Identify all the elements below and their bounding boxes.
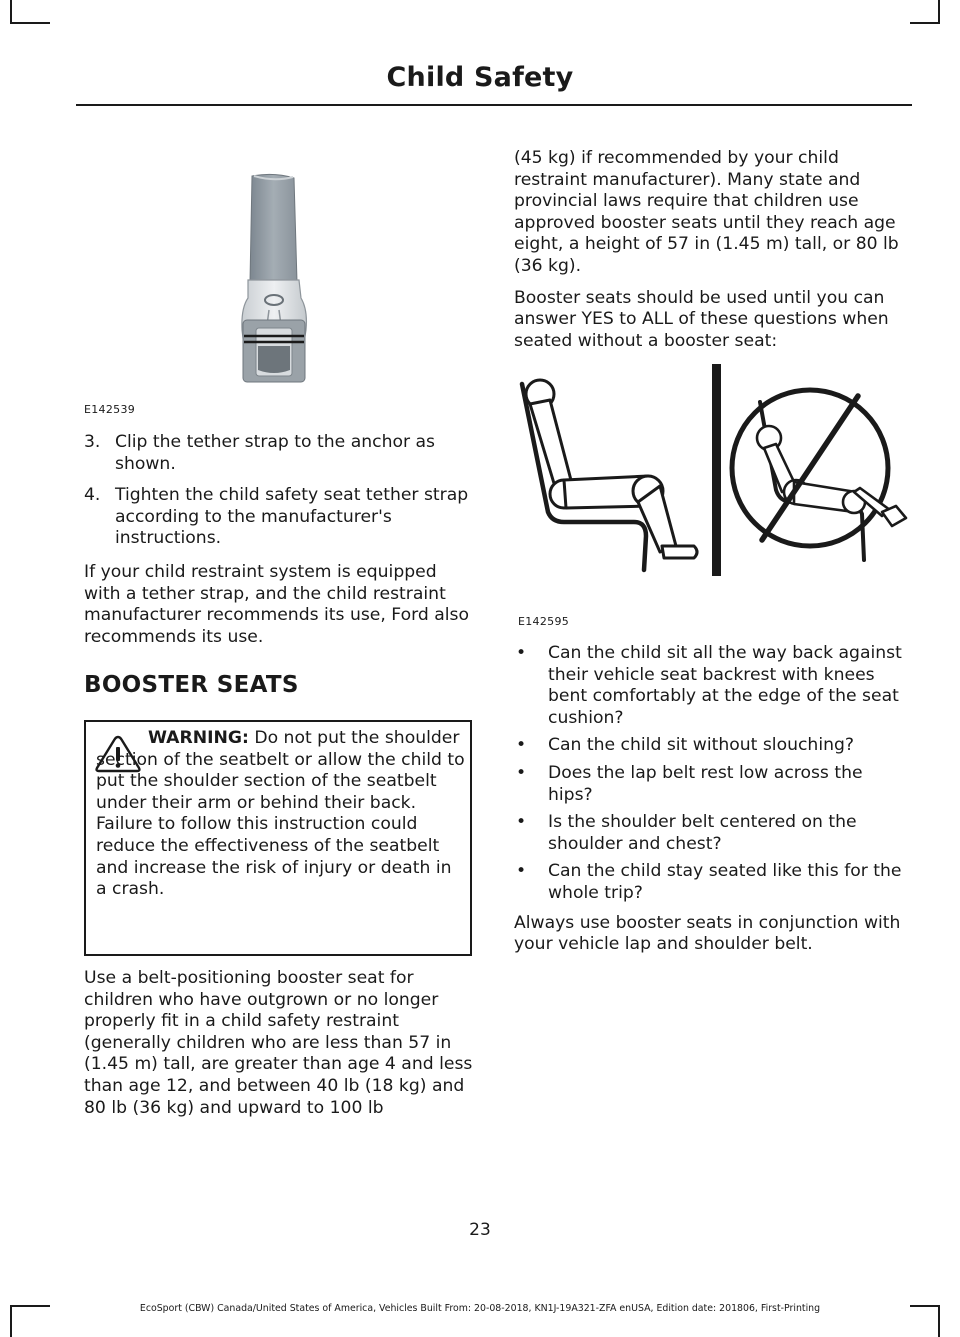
list-item-text: Does the lap belt rest low across the hips? (548, 762, 863, 805)
warning-text (96, 728, 466, 901)
step-text: Tighten the child safety seat tether strap according to the manufacturer's instructions. (115, 485, 469, 549)
seating-posture-illustration (514, 364, 914, 594)
step-4 (84, 485, 476, 550)
always-paragraph: Always use booster seats in conjunction with your vehicle lap and shoulder belt. (514, 912, 901, 955)
warning-body: Do not put the shoulder section of the seatbelt or allow the child to put the shoulder section of the seatbelt under their arm or behind their back. Failure to follow this instruction could reduce the effectiveness of the seatbelt and increase the risk of injury or death in a crash. (96, 728, 465, 900)
crop-mark (938, 0, 940, 24)
list-item-text: Can the child sit all the way back against their vehicle seat backrest with knees bent comfortably at the edge of the seat cushion? (548, 643, 902, 728)
buckle-figure (84, 170, 474, 420)
page-number: 23 (469, 1220, 491, 1240)
figure-code: E142539 (84, 403, 136, 416)
page-footer: EcoSport (CBW) Canada/United States of America, Vehicles Built From: 20-08-2018, KN1J-19A321-ZFA enUSA, Edition date: 201806, First-Printing (139, 1303, 821, 1314)
bullet-icon: • (516, 812, 527, 833)
list-item-text: Is the shoulder belt centered on the shoulder and chest? (548, 812, 857, 854)
posture-figure (514, 364, 914, 630)
tether-paragraph: If your child restraint system is equipped with a tether strap, and the child restraint manufacturer recommends its use, Ford also recommends its use. (84, 561, 470, 647)
list-item (514, 763, 910, 806)
list-item (514, 812, 910, 855)
continuation-paragraph: (45 kg) if recommended by your child restraint manufacturer). Many state and provincial laws require that children use approved booster seats until they reach age eight, a height of 57 in (1.45 m) tall, or 80 lb (36 kg). (514, 148, 899, 276)
crop-mark (10, 0, 12, 24)
bullet-icon: • (516, 735, 527, 756)
crop-mark (910, 22, 940, 24)
step-number: 3. (84, 432, 101, 452)
list-item (514, 643, 910, 729)
figure-code: E142595 (518, 615, 570, 628)
warning-box (84, 720, 472, 956)
step-text: Clip the tether strap to the anchor as shown. (115, 432, 435, 474)
list-item-text: Can the child stay seated like this for the whole trip? (548, 861, 902, 903)
seatbelt-buckle-illustration (84, 170, 474, 420)
section-heading: BOOSTER SEATS (84, 672, 299, 698)
bullet-icon: • (516, 861, 527, 882)
bullet-icon: • (516, 643, 527, 663)
list-item (514, 735, 910, 757)
questions-paragraph: Booster seats should be used until you can answer YES to ALL of these questions when seated without a booster seat: (514, 287, 889, 351)
warning-label: WARNING: (148, 728, 249, 748)
step-3 (84, 432, 476, 475)
page-title: Child Safety (386, 62, 574, 93)
booster-paragraph: Use a belt-positioning booster seat for children who have outgrown or no longer properly fit in a child safety restraint (generally children who are less than 57 in (1.45 m) tall, are greater than age 4 and less than age 12, and between 40 lb (18 kg) and 80 lb (36 kg) and upward to 100 lb (84, 968, 473, 1118)
list-item (514, 861, 910, 904)
bullet-icon: • (516, 762, 527, 783)
crop-mark (10, 22, 50, 24)
step-number: 4. (84, 485, 101, 506)
list-item-text: Can the child sit without slouching? (548, 735, 855, 756)
header-rule (76, 104, 912, 106)
